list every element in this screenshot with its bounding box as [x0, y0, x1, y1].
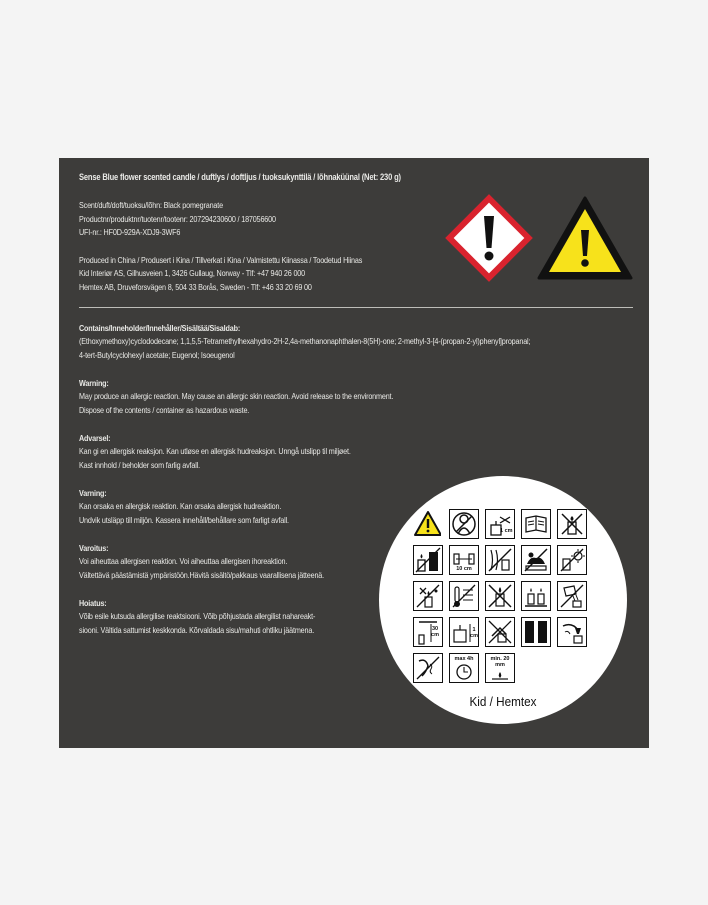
- ghs-exclamation-diamond-icon: [445, 194, 533, 282]
- do-not-leave-unattended-icon: [485, 581, 515, 611]
- hoiatus-text: Võib esile kutsuda allergilise reaktsiooni. Võib põhjustada allergilist nahareakt-: [79, 611, 316, 621]
- contains-line: 4-tert-Butylcyclohexyl acetate; Eugenol; Isoeugenol: [79, 350, 235, 360]
- extinguish-with-snuffer-icon: [557, 617, 587, 647]
- heat-resistant-surface-icon: [449, 581, 479, 611]
- min-height-distance-icon: [413, 617, 443, 647]
- cm-label: 10 cm: [456, 566, 472, 572]
- cm-label: 1 cm: [470, 627, 478, 639]
- scent-line: Scent/duft/doft/tuoksu/lõhn: Black pomegranate: [79, 200, 223, 210]
- no-pets-icon: [521, 545, 551, 575]
- keep-wick-centered-icon: [449, 617, 479, 647]
- max-burn-label: max 4h: [454, 656, 474, 662]
- varoitus-text: Vältettävä päästämistä ympäristöön.Hävitä sisältö/pakkaus vaarallisena jätteenä.: [79, 570, 324, 580]
- safety-pictogram-circle: [379, 476, 627, 724]
- origin-line: Produced in China / Produsert i Kina / Tillverkat i Kina / Valmistettu Kiinassa / Toodetud Hiinas: [79, 255, 363, 265]
- no-inhale-smoke-icon: [413, 653, 443, 683]
- yellow-warning-triangle-icon: [536, 194, 634, 282]
- max-burn-time-icon: [449, 653, 479, 683]
- no-debris-icon: [413, 581, 443, 611]
- advarsel-heading: Advarsel:: [79, 433, 111, 443]
- product-label: [59, 158, 649, 748]
- hoiatus-heading: Hoiatus:: [79, 598, 107, 608]
- ufi-number: UFI-nr.: HF0D-929A-XDJ9-3WF6: [79, 227, 181, 237]
- no-water-extinguish-icon: [557, 581, 587, 611]
- cm-label: 1 cm: [500, 528, 513, 534]
- away-from-flammables-icon: [521, 509, 551, 539]
- warning-text: May produce an allergic reaction. May cause an allergic skin reaction. Avoid release to the environment.: [79, 391, 394, 401]
- no-candle-near-objects-icon: [413, 545, 443, 575]
- no-moving-while-burning-icon: [485, 617, 515, 647]
- varning-text: Kan orsaka en allergisk reaktion. Kan orsaka allergisk hudreaktion.: [79, 501, 282, 511]
- divider-line: [79, 307, 633, 308]
- pictogram-grid: [413, 509, 587, 683]
- address-sweden: Hemtex AB, Druveforsvägen 8, 504 33 Borås, Sweden - Tlf: +46 33 20 69 00: [79, 282, 312, 292]
- no-curtains-icon: [485, 545, 515, 575]
- min-wax-remaining-icon: [485, 653, 515, 683]
- varning-heading: Varning:: [79, 488, 107, 498]
- advarsel-text: Kan gi en allergisk reaksjon. Kan utløse en allergisk hudreaksjon. Unngå utslipp til miljøet.: [79, 446, 351, 456]
- varoitus-heading: Varoitus:: [79, 543, 109, 553]
- warning-heading: Warning:: [79, 378, 109, 388]
- keep-away-from-children-icon: [449, 509, 479, 539]
- trim-wick-icon: [485, 509, 515, 539]
- warning-triangle-icon: [413, 509, 441, 537]
- burn-on-stable-surface-icon: [521, 581, 551, 611]
- contains-line: (Ethoxymethoxy)cyclododecane; 1,1,5,5-Tetramethylhexahydro-2H-2,4a-methanonaphthalen-8(5H)-one; 2-methyl-3-[4-(propan-2-yl)phenyl]propanal;: [79, 336, 531, 346]
- product-title: Sense Blue flower scented candle / duftlys / doftljus / tuoksukynttilä / lõhnaküünal (Net: 230 g): [79, 172, 401, 182]
- no-heat-source-icon: [557, 545, 587, 575]
- advarsel-text: Kast innhold / beholder som farlig avfall.: [79, 460, 200, 470]
- varning-text: Undvik utsläpp till miljön. Kassera innehåll/behållare som farligt avfall.: [79, 515, 289, 525]
- contains-heading: Contains/Inneholder/Innehåller/Sisältää/Sisaldab:: [79, 323, 241, 333]
- min-wax-label: min. 20 mm: [490, 656, 510, 668]
- no-draught-icon: [557, 509, 587, 539]
- candle-distance-icon: [449, 545, 479, 575]
- warning-text: Dispose of the contents / container as hazardous waste.: [79, 405, 250, 415]
- cm-label: 30 cm: [431, 626, 439, 638]
- dark-curtain-icon: [521, 617, 551, 647]
- product-numbers: Productnr/produktnr/tuotenr/tootenr: 207294230600 / 187056600: [79, 214, 276, 224]
- brand-name: Kid / Hemtex: [469, 694, 537, 709]
- hoiatus-text: siooni. Vältida sattumist keskkonda. Kõrvaldada sisu/mahuti ohtliku jäätmena.: [79, 625, 315, 635]
- varoitus-text: Voi aiheuttaa allergisen reaktion. Voi aiheuttaa allergisen ihoreaktion.: [79, 556, 288, 566]
- address-norway: Kid Interiør AS, Gilhusveien 1, 3426 Gullaug, Norway - Tlf: +47 940 26 000: [79, 268, 305, 278]
